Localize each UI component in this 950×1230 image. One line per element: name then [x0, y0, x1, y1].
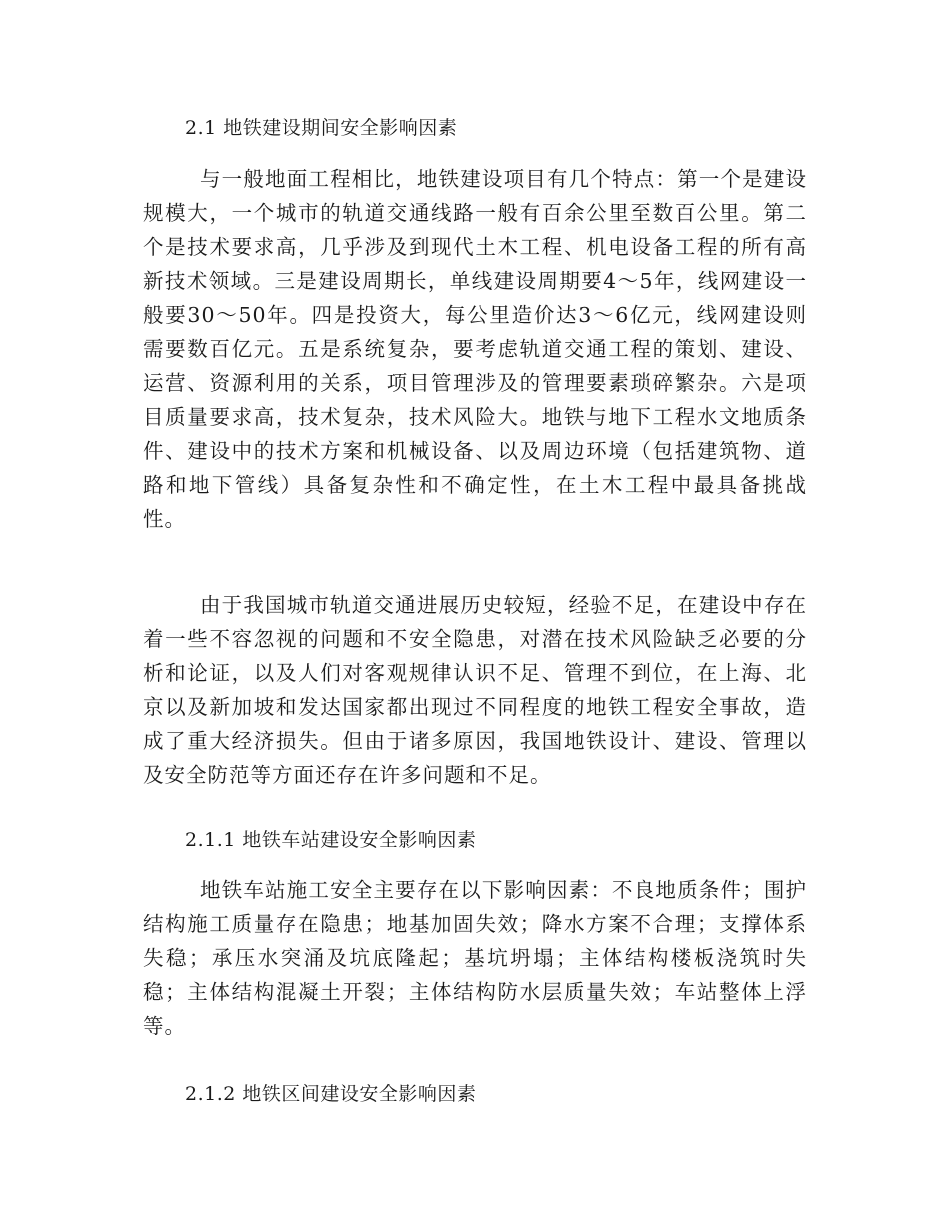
paragraph-safety-issues: 由于我国城市轨道交通进展历史较短，经验不足，在建设中存在着一些不容忽视的问题和不安全隐患，对潜在技术风险缺乏必要的分析和论证，以及人们对客观规律认识不足、管理不到位，在上海、北京以及新加坡和发达国家都出现过不同程度的地铁工程安全事故，造成了重大经济损失。但由于诸多原因，我国地铁设计、建设、管理以及安全防范等方面还存在许多问题和不足。 — [143, 593, 807, 787]
paragraph-station-factors: 地铁车站施工安全主要存在以下影响因素：不良地质条件；围护结构施工质量存在隐患；地基加固失效；降水方案不合理；支撑体系失稳；承压水突涌及坑底隆起；基坑坍塌；主体结构楼板浇筑时失稳；主体结构混凝土开裂；主体结构防水层质量失效；车站整体上浮等。 — [143, 878, 807, 1038]
section-heading-2-1-2: 2.1.2 地铁区间建设安全影响因素 — [185, 1083, 477, 1105]
section-heading-2-1: 2.1 地铁建设期间安全影响因素 — [185, 117, 458, 139]
section-heading-2-1-1: 2.1.1 地铁车站建设安全影响因素 — [185, 829, 477, 851]
paragraph-subway-characteristics: 与一般地面工程相比，地铁建设项目有几个特点：第一个是建设规模大，一个城市的轨道交通线路一般有百余公里至数百公里。第二个是技术要求高，几乎涉及到现代土木工程、机电设备工程的所有高新技术领域。三是建设周期长，单线建设周期要4～5年，线网建设一般要30～50年。四是投资大，每公里造价达3～6亿元，线网建设则需要数百亿元。五是系统复杂，要考虑轨道交通工程的策划、建设、运营、资源利用的关系，项目管理涉及的管理要素琐碎繁杂。六是项目质量要求高，技术复杂，技术风险大。地铁与地下工程水文地质条件、建设中的技术方案和机械设备、以及周边环境（包括建筑物、道路和地下管线）具备复杂性和不确定性，在土木工程中最具备挑战性。 — [143, 167, 807, 531]
